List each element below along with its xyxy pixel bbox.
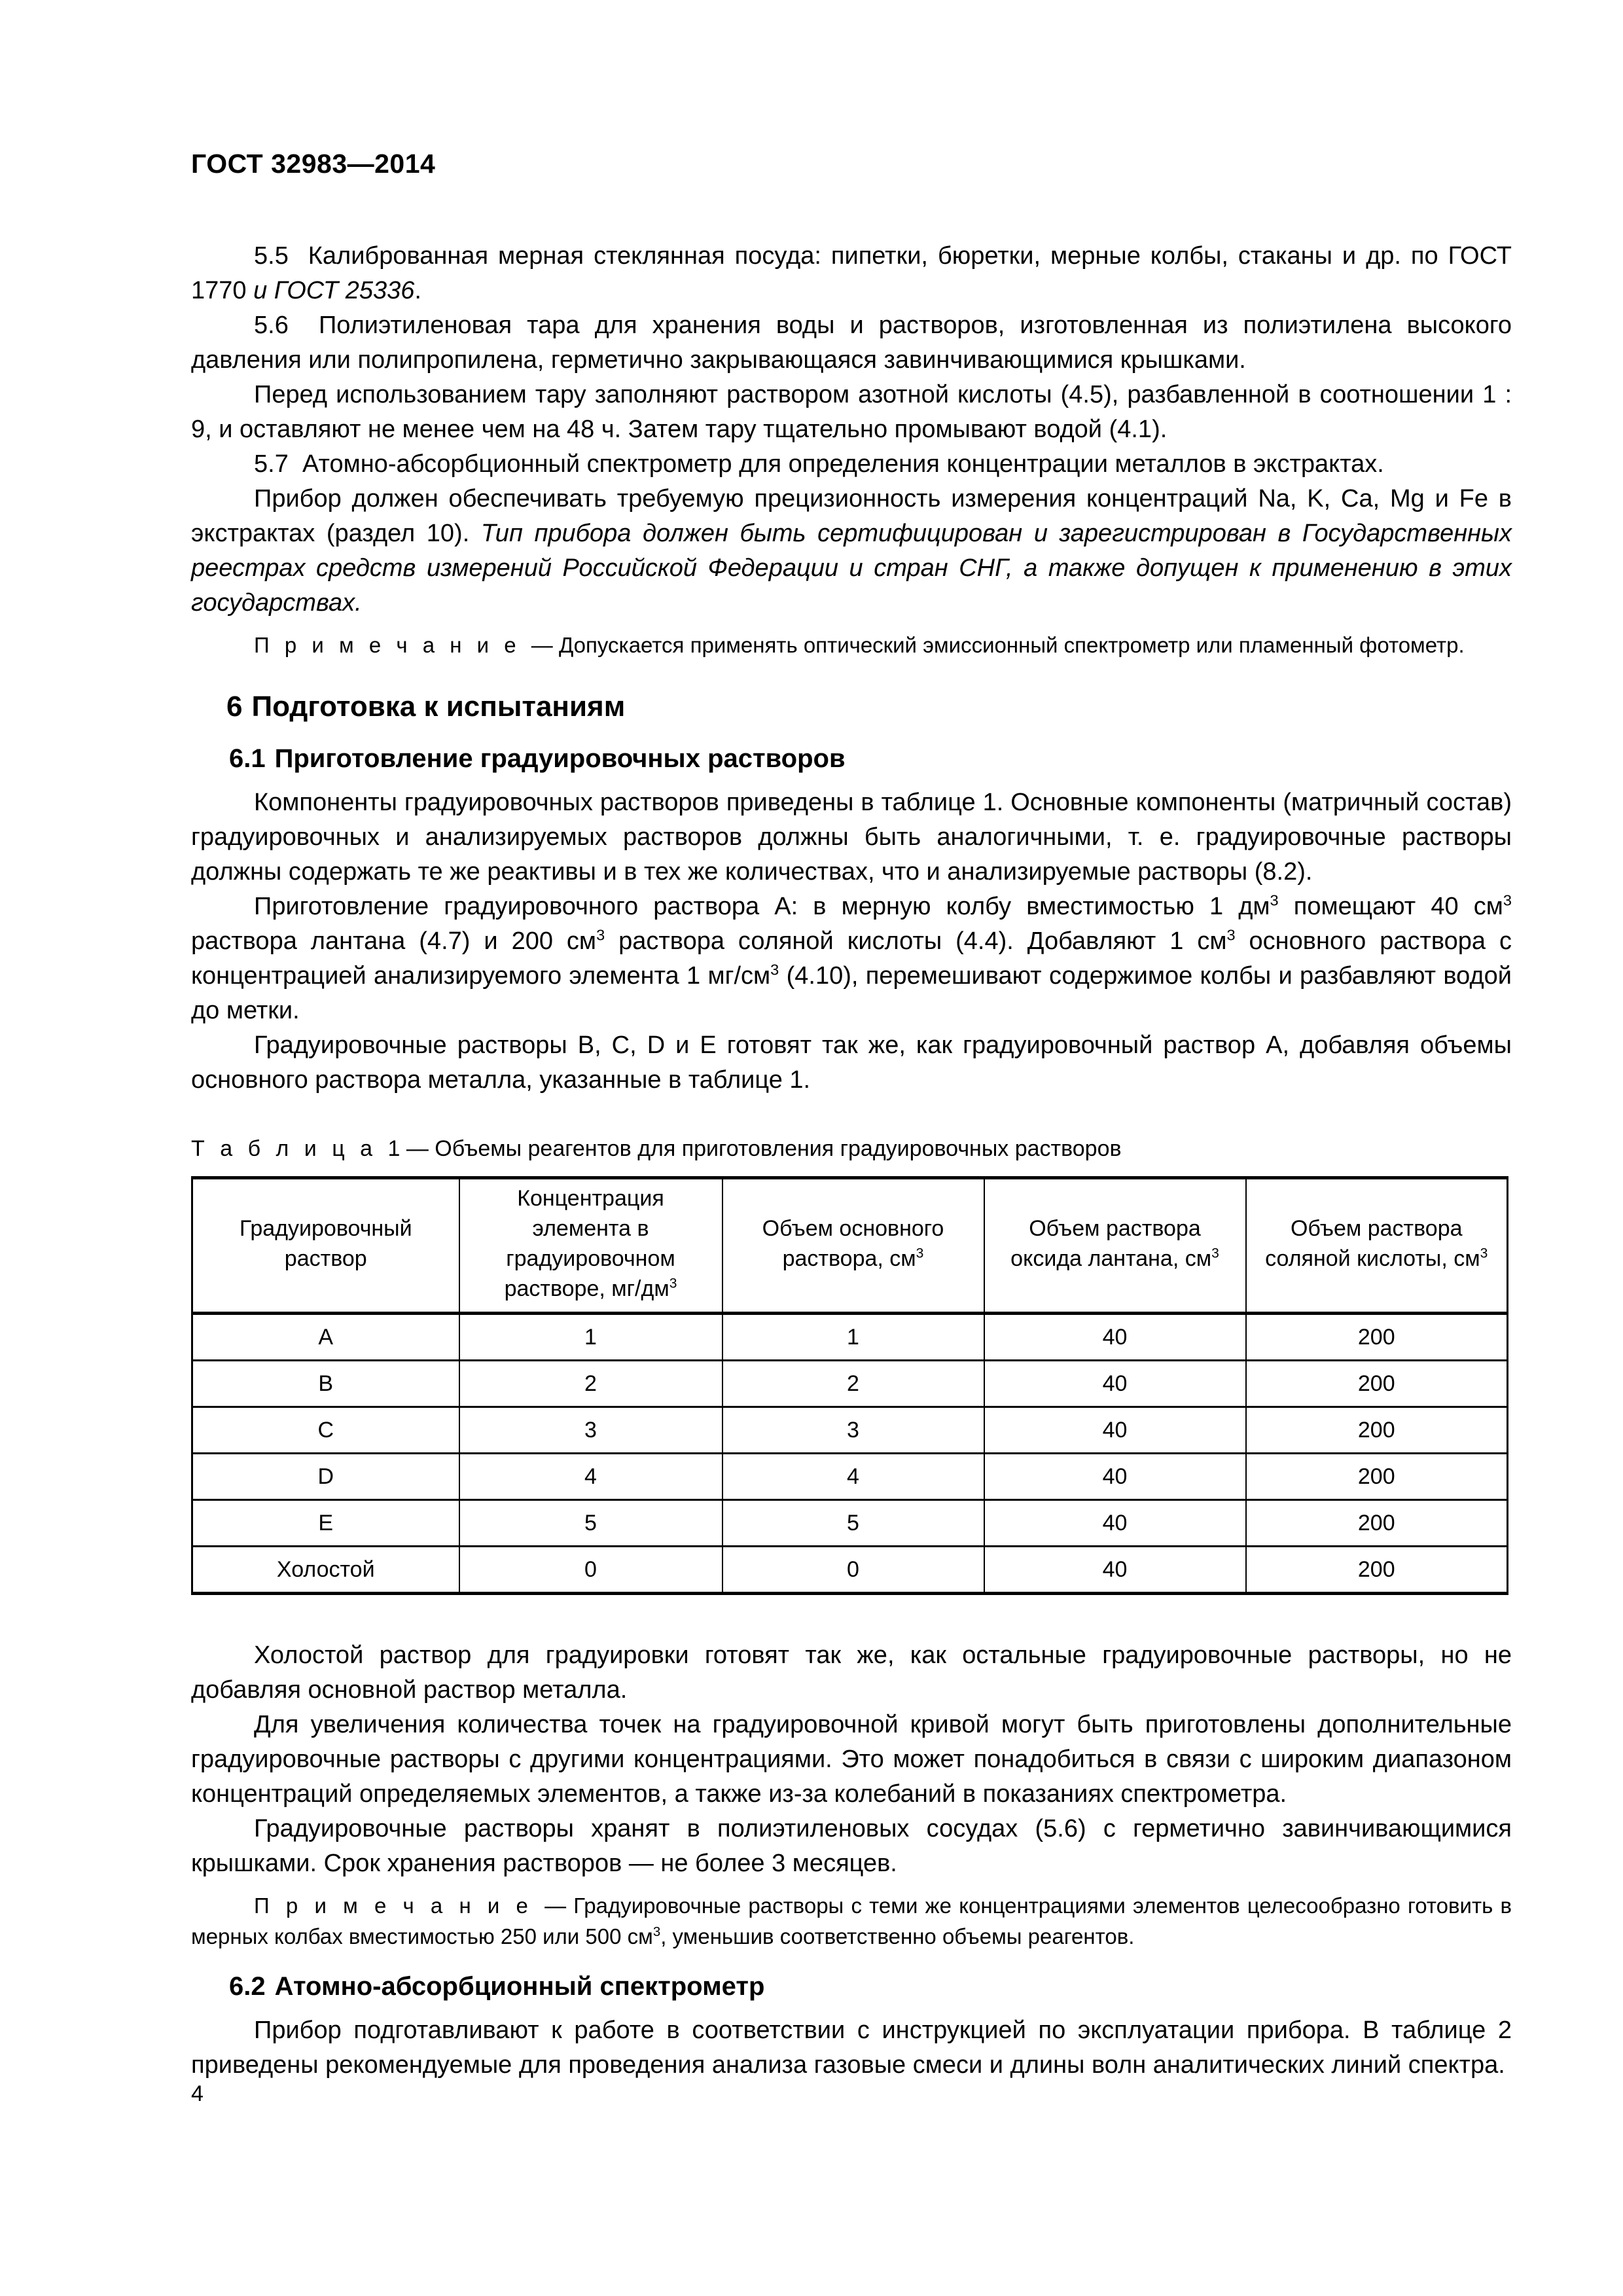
header-line-1: Градуировочный bbox=[239, 1216, 412, 1242]
section-heading-6-1 bbox=[191, 744, 1512, 774]
table-row bbox=[192, 1314, 1508, 1361]
superscript-cube-3: 3 bbox=[596, 926, 605, 944]
clause-5-5-tail: . bbox=[414, 277, 421, 305]
clause-5-5 bbox=[191, 239, 1512, 308]
clause-5-7-text: Атомно-абсорбционный спектрометр для определения концентрации металлов в экстрактах. bbox=[302, 450, 1384, 478]
cell-concentration: 4 bbox=[459, 1454, 722, 1500]
cell-hcl-volume: 200 bbox=[1246, 1361, 1508, 1407]
note-label: П р и м е ч а н и е bbox=[254, 633, 531, 658]
header-line-2: элемента в bbox=[532, 1216, 649, 1242]
note-calibration-flasks bbox=[191, 1890, 1512, 1952]
section-6-2-number: 6.2 bbox=[229, 1972, 266, 2001]
cell-solution: B bbox=[192, 1361, 459, 1407]
section-6-1-title: Приготовление градуировочных растворов bbox=[274, 744, 846, 773]
section-heading-6-2 bbox=[191, 1971, 1512, 2001]
cell-concentration: 5 bbox=[459, 1500, 722, 1547]
clause-5-5-italic: и ГОСТ 25336 bbox=[253, 277, 415, 305]
paragraph-6-1-solutions-bcde: Градуировочные растворы В, С, D и Е готовят так же, как градуировочный раствор А, добавляя объемы основного раствора металла, указанные в таблице 1. bbox=[191, 1031, 1512, 1094]
page-content bbox=[191, 149, 1512, 2083]
table-caption-text: — Объемы реагентов для приготовления градуировочных растворов bbox=[406, 1136, 1122, 1161]
clause-5-6-number: 5.6 bbox=[254, 312, 289, 340]
cell-lanthanum-volume: 40 bbox=[984, 1547, 1246, 1594]
cell-stock-volume: 5 bbox=[722, 1500, 984, 1547]
clause-5-7-number: 5.7 bbox=[254, 450, 289, 478]
note-label: П р и м е ч а н и е bbox=[254, 1893, 545, 1918]
note-spectrometer bbox=[191, 630, 1512, 660]
column-header-concentration bbox=[459, 1178, 722, 1314]
header-superscript: 3 bbox=[669, 1276, 677, 1292]
cell-stock-volume: 1 bbox=[722, 1314, 984, 1361]
cell-concentration: 3 bbox=[459, 1407, 722, 1454]
cell-lanthanum-volume: 40 bbox=[984, 1314, 1246, 1361]
cell-stock-volume: 0 bbox=[722, 1547, 984, 1594]
cell-stock-volume: 4 bbox=[722, 1454, 984, 1500]
column-header-lanthanum-volume bbox=[984, 1178, 1246, 1314]
cell-lanthanum-volume: 40 bbox=[984, 1407, 1246, 1454]
table-row bbox=[192, 1454, 1508, 1500]
column-header-hcl-volume bbox=[1246, 1178, 1508, 1314]
paragraph-storage: Градуировочные растворы хранят в полиэтиленовых сосудах (5.6) с герметично завинчивающимися крышками. Срок хранения растворов — не более 3 месяцев. bbox=[191, 1815, 1512, 1878]
solution-a-part5: основного раствора с концентрацией анализируемого элемента 1 мг/см bbox=[191, 927, 1512, 990]
cell-concentration: 2 bbox=[459, 1361, 722, 1407]
cell-stock-volume: 3 bbox=[722, 1407, 984, 1454]
paragraph-6-2-instrument-prep: Прибор подготавливают к работе в соответствии с инструкцией по эксплуатации прибора. В таблице 2 приведены рекомендуемые для проведения анализа газовые смеси и длины волн аналитических линий спектра. bbox=[191, 2017, 1512, 2079]
cell-hcl-volume: 200 bbox=[1246, 1454, 1508, 1500]
cell-hcl-volume: 200 bbox=[1246, 1314, 1508, 1361]
page-number: 4 bbox=[191, 2081, 204, 2106]
clause-5-5-text: Калиброванная мерная стеклянная посуда: пипетки, бюретки, мерные колбы, стаканы и др. по ГОСТ 1770 bbox=[191, 242, 1512, 305]
superscript-cube-2: 3 bbox=[1503, 891, 1512, 909]
section-6-1-number: 6.1 bbox=[229, 744, 266, 773]
header-superscript: 3 bbox=[916, 1246, 924, 1262]
header-superscript: 3 bbox=[1211, 1246, 1219, 1262]
note-superscript-cube: 3 bbox=[652, 1924, 661, 1940]
cell-solution: C bbox=[192, 1407, 459, 1454]
clause-5-6-followup: Перед использованием тару заполняют раствором азотной кислоты (4.5), разбавленной в соотношении 1 : 9, и оставляют не менее чем на 48 ч. Затем тару тщательно промывают водой (4.1). bbox=[191, 381, 1512, 444]
superscript-cube-5: 3 bbox=[770, 961, 779, 978]
header-line-2: раствор bbox=[284, 1246, 367, 1272]
cell-lanthanum-volume: 40 bbox=[984, 1500, 1246, 1547]
table-number: 1 bbox=[387, 1136, 406, 1161]
paragraph-additional-points: Для увеличения количества точек на градуировочной кривой могут быть приготовлены дополнительные градуировочные растворы с другими концентрациями. Это может понадобиться в связи с широким диапазоном концентраций определяемых элементов, а также из-за колебаний в показаниях спектрометра. bbox=[191, 1711, 1512, 1808]
solution-a-part3: раствора лантана (4.7) и 200 см bbox=[191, 927, 597, 955]
document-standard-header: ГОСТ 32983—2014 bbox=[191, 149, 436, 179]
table-header-row bbox=[192, 1178, 1508, 1314]
solution-a-part4: раствора соляной кислоты (4.4). Добавляют 1 см bbox=[605, 927, 1227, 955]
clause-5-7 bbox=[191, 447, 1512, 482]
cell-hcl-volume: 200 bbox=[1246, 1407, 1508, 1454]
header-line-1: Объем раствора bbox=[1290, 1216, 1463, 1242]
note-body: — Допускается применять оптический эмиссионный спектрометр или пламенный фотометр. bbox=[531, 633, 1465, 658]
cell-solution: Холостой bbox=[192, 1547, 459, 1594]
table-label: Т а б л и ц а bbox=[191, 1136, 388, 1161]
header-line-2: соляной кислоты, см bbox=[1265, 1246, 1480, 1272]
table-row bbox=[192, 1407, 1508, 1454]
note-body-a: — Градуировочные растворы с теми же концентрациями элементов целесообразно готовить в мерных колбах вместимостью 250 или 500 см bbox=[191, 1893, 1512, 1949]
header-line-1: Объем раствора bbox=[1029, 1216, 1201, 1242]
section-6-2-title: Атомно-абсорбционный спектрометр bbox=[274, 1972, 765, 2001]
cell-solution: D bbox=[192, 1454, 459, 1500]
cell-concentration: 0 bbox=[459, 1547, 722, 1594]
solution-a-part6: (4.10), перемешивают содержимое колбы и разбавляют водой до метки. bbox=[191, 961, 1512, 1024]
header-superscript: 3 bbox=[1480, 1246, 1488, 1262]
table-reagent-volumes bbox=[191, 1176, 1508, 1595]
clause-5-5-number: 5.5 bbox=[254, 242, 289, 270]
header-line-2: оксида лантана, см bbox=[1010, 1246, 1212, 1272]
table-row bbox=[192, 1547, 1508, 1594]
paragraph-blank-solution: Холостой раствор для градуировки готовят так же, как остальные градуировочные растворы, но не добавляя основной раствор металла. bbox=[191, 1641, 1512, 1704]
section-6-number: 6 bbox=[226, 691, 243, 723]
table-1-caption bbox=[191, 1136, 1512, 1162]
cell-solution: A bbox=[192, 1314, 459, 1361]
cell-lanthanum-volume: 40 bbox=[984, 1454, 1246, 1500]
solution-a-part2: помещают 40 см bbox=[1278, 892, 1503, 920]
clause-5-6-text: Полиэтиленовая тара для хранения воды и растворов, изготовленная из полиэтилена высокого давления или полипропилена, герметично закрывающаяся завинчивающимися крышками. bbox=[191, 312, 1512, 374]
column-header-stock-volume bbox=[722, 1178, 984, 1314]
header-line-2: раствора, см bbox=[782, 1246, 916, 1272]
cell-stock-volume: 2 bbox=[722, 1361, 984, 1407]
header-line-1: Концентрация bbox=[517, 1186, 664, 1211]
cell-solution: E bbox=[192, 1500, 459, 1547]
section-heading-6 bbox=[191, 691, 1512, 724]
clause-5-7-plain: Прибор должен обеспечивать требуемую прецизионность измерения концентраций Na, K, Ca, Mg и Fe в экстрактах (раздел 10). bbox=[191, 485, 1512, 548]
cell-hcl-volume: 200 bbox=[1246, 1500, 1508, 1547]
header-line-4: растворе, мг/дм bbox=[504, 1276, 669, 1302]
table-row bbox=[192, 1361, 1508, 1407]
paragraph-6-1-solution-a bbox=[191, 889, 1512, 1028]
header-line-1: Объем основного bbox=[762, 1216, 944, 1242]
table-row bbox=[192, 1500, 1508, 1547]
superscript-cube-4: 3 bbox=[1226, 926, 1236, 944]
column-header-solution bbox=[192, 1178, 459, 1314]
section-6-title: Подготовка к испытаниям bbox=[251, 691, 626, 723]
cell-concentration: 1 bbox=[459, 1314, 722, 1361]
clause-5-7-italic: Тип прибора должен быть сертифицирован и зарегистрирован в Государственных реестрах средств измерений Российской Федерации и стран СНГ, а также допущен к применению в этих государствах. bbox=[191, 520, 1512, 617]
header-line-3: градуировочном bbox=[506, 1246, 675, 1272]
paragraph-6-1-components: Компоненты градуировочных растворов приведены в таблице 1. Основные компоненты (матричный состав) градуировочных и анализируемых растворов должны быть аналогичными, т. е. градуировочные растворы должны содержать те же реактивы и в тех же количествах, что и анализируемые растворы (8.2). bbox=[191, 788, 1512, 886]
cell-hcl-volume: 200 bbox=[1246, 1547, 1508, 1594]
clause-5-7-followup bbox=[191, 482, 1512, 620]
cell-lanthanum-volume: 40 bbox=[984, 1361, 1246, 1407]
clause-5-6 bbox=[191, 308, 1512, 378]
note-body-b: , уменьшив соответственно объемы реагентов. bbox=[660, 1924, 1135, 1949]
superscript-cube-1: 3 bbox=[1270, 891, 1279, 909]
solution-a-part1: Приготовление градуировочного раствора А: в мерную колбу вместимостью 1 дм bbox=[254, 892, 1270, 920]
